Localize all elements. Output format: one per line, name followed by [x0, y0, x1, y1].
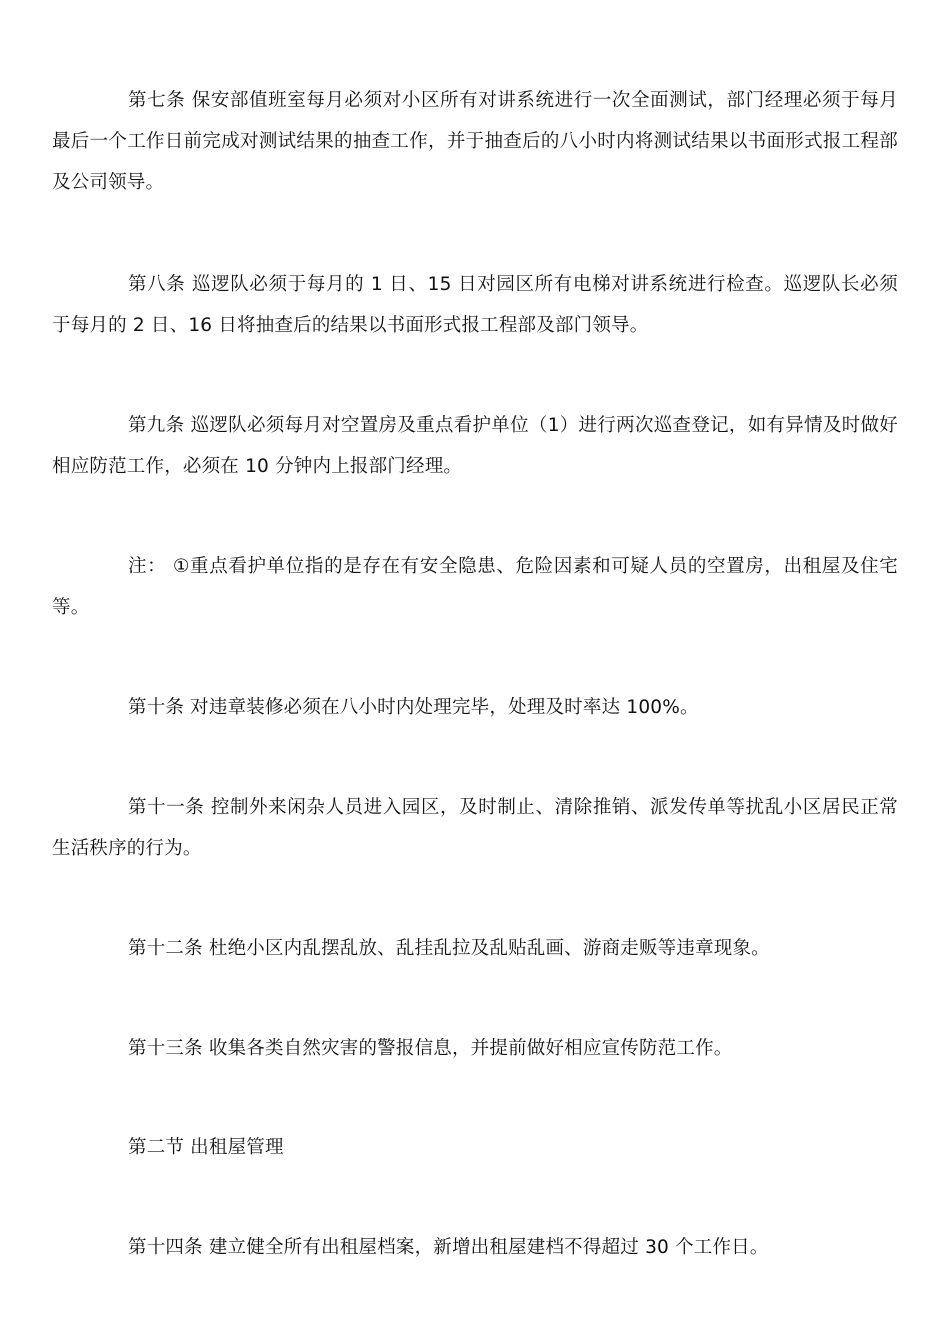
article-7-paragraph: 第七条 保安部值班室每月必须对小区所有对讲系统进行一次全面测试，部门经理必须于每月最后一个工作日前完成对测试结果的抽查工作，并于抽查后的八小时内将测试结果以书面形式报工程部及公司领导。 [52, 90, 898, 193]
article-12-paragraph: 第十二条 杜绝小区内乱摆乱放、乱挂乱拉及乱贴乱画、游商走贩等违章现象。 [128, 938, 770, 959]
article-9-paragraph: 第九条 巡逻队必须每月对空置房及重点看护单位（1）进行两次巡查登记，如有异情及时做好相应防范工作，必须在 10 分钟内上报部门经理。 [52, 415, 898, 477]
article-10-paragraph: 第十条 对违章装修必须在八小时内处理完毕，处理及时率达 100%。 [128, 697, 699, 718]
article-8-paragraph: 第八条 巡逻队必须于每月的 1 日、15 日对园区所有电梯对讲系统进行检查。巡逻队长必须于每月的 2 日、16 日将抽查后的结果以书面形式报工程部及部门领导。 [52, 274, 898, 336]
article-11-paragraph: 第十一条 控制外来闲杂人员进入园区，及时制止、清除推销、派发传单等扰乱小区居民正常生活秩序的行为。 [52, 797, 898, 859]
note-paragraph: 注： ①重点看护单位指的是存在有安全隐患、危险因素和可疑人员的空置房，出租屋及住宅等。 [52, 556, 898, 618]
article-13-paragraph: 第十三条 收集各类自然灾害的警报信息，并提前做好相应宣传防范工作。 [128, 1038, 733, 1059]
article-14-paragraph: 第十四条 建立健全所有出租屋档案，新增出租屋建档不得超过 30 个工作日。 [128, 1237, 769, 1258]
section-heading: 第二节 出租屋管理 [128, 1137, 284, 1158]
